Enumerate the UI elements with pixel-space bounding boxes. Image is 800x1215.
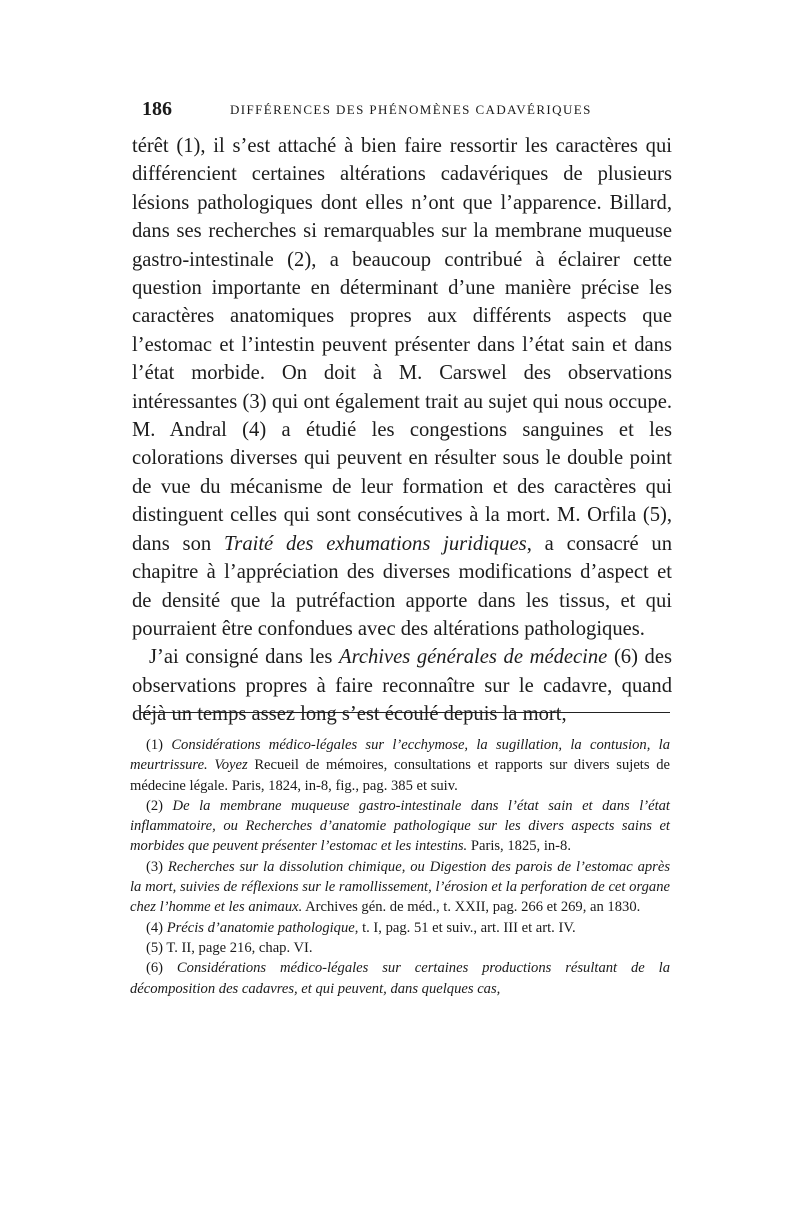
footnote-item [130,918,670,938]
footnote-divider [140,712,670,713]
running-title: DIFFÉRENCES DES PHÉNOMÈNES CADAVÉRIQUES [230,102,592,117]
body-paragraph [132,643,672,728]
body-text: , a consacré un chapitre à l’appréciation des diverses modifications d’aspect et de densité que la putréfaction apporte dans les tissus, et qui pourraient être confondues avec des altérations pathologiques. [132,532,673,640]
footnote-italic: Considérations médico-légales sur certaines productions résultant de la décomposition des cadavres, et qui peuvent, dans quelques cas, [130,960,670,997]
footnote-text: Recueil de mémoires, consultations et rapports sur divers sujets de médecine légale. Paris, 1824, in-8, fig., pag. 385 et suiv. [130,757,670,794]
footnote-item [130,735,670,796]
footnote-italic: Recherches sur la dissolution chimique, ou Digestion des parois de l’estomac après la mort, suivies de réflexions sur le ramollissement, l’érosion et la perforation de cet organe chez l’homme et les animaux. [130,858,670,916]
footnotes [130,735,670,999]
footnote-text: Paris, 1825, in-8. [470,838,571,855]
footnote-number: (3) [146,858,164,875]
page-number: 186 [142,98,172,120]
footnote-text: Archives gén. de méd., t. XXII, pag. 266 et 269, an 1830. [305,899,641,916]
book-title: Traité des exhumations juridiques [223,532,527,555]
page-header [142,98,682,128]
footnote-italic: De la membrane muqueuse gastro-intestinale dans l’état sain et dans l’état inflammatoire, ou Recherches d’anatomie pathologique sur les divers aspects sains et morbides que peuvent présenter l’estomac et les intestins. [130,797,670,855]
footnote-number: (4) [146,919,164,936]
footnote-item [130,938,670,958]
footnote-item [130,958,670,999]
body-text: térêt (1), il s’est attaché à bien faire ressortir les caractères qui différencient certaines altérations cadavériques de plusieurs lésions pathologiques dont elles n’ont que l’apparence. Billard, dans ses recherches si remarquables sur la membrane muqueuse gastro-intestinale (2), a beaucoup contribué à éclairer cette question importante en déterminant d’une manière précise les caractères anatomiques propres aux différents aspects que l’estomac et l’intestin peuvent présenter dans l’état sain et dans l’état morbide. On doit à M. Carswel des observations intéressantes (3) qui ont également trait au sujet qui nous occupe. M. Andral (4) a étudié les congestions sanguines et les colorations diverses qui peuvent en résulter sous le double point de vue du mécanisme de leur formation et des caractères qui distinguent celles qui sont consécutives à la mort. M. Orfila (5), dans son [132,135,672,555]
footnote-number: (2) [146,797,164,814]
footnote-number: (6) [146,960,164,977]
body-paragraph [132,132,672,643]
footnote-text: , t. I, pag. 51 et suiv., art. III et art. IV. [354,919,576,936]
body-text: (6) des observations propres à faire reconnaître sur le cadavre, quand déjà un temps assez long s’est écoulé depuis la mort, [132,646,673,726]
main-text [132,132,672,729]
footnote-italic: Précis d’anatomie pathologique [166,919,355,936]
footnote-italic: Considérations médico-légales sur l’ecchymose, la sugillation, la contusion, la meurtrissure. Voyez [130,737,670,774]
body-text: J’ai consigné dans les [149,646,333,669]
footnote-text: (5) T. II, page 216, chap. VI. [146,939,313,956]
journal-title: Archives générales de médecine [338,646,608,669]
footnote-item [130,857,670,918]
footnote-number: (1) [146,737,164,753]
footnote-item [130,796,670,857]
